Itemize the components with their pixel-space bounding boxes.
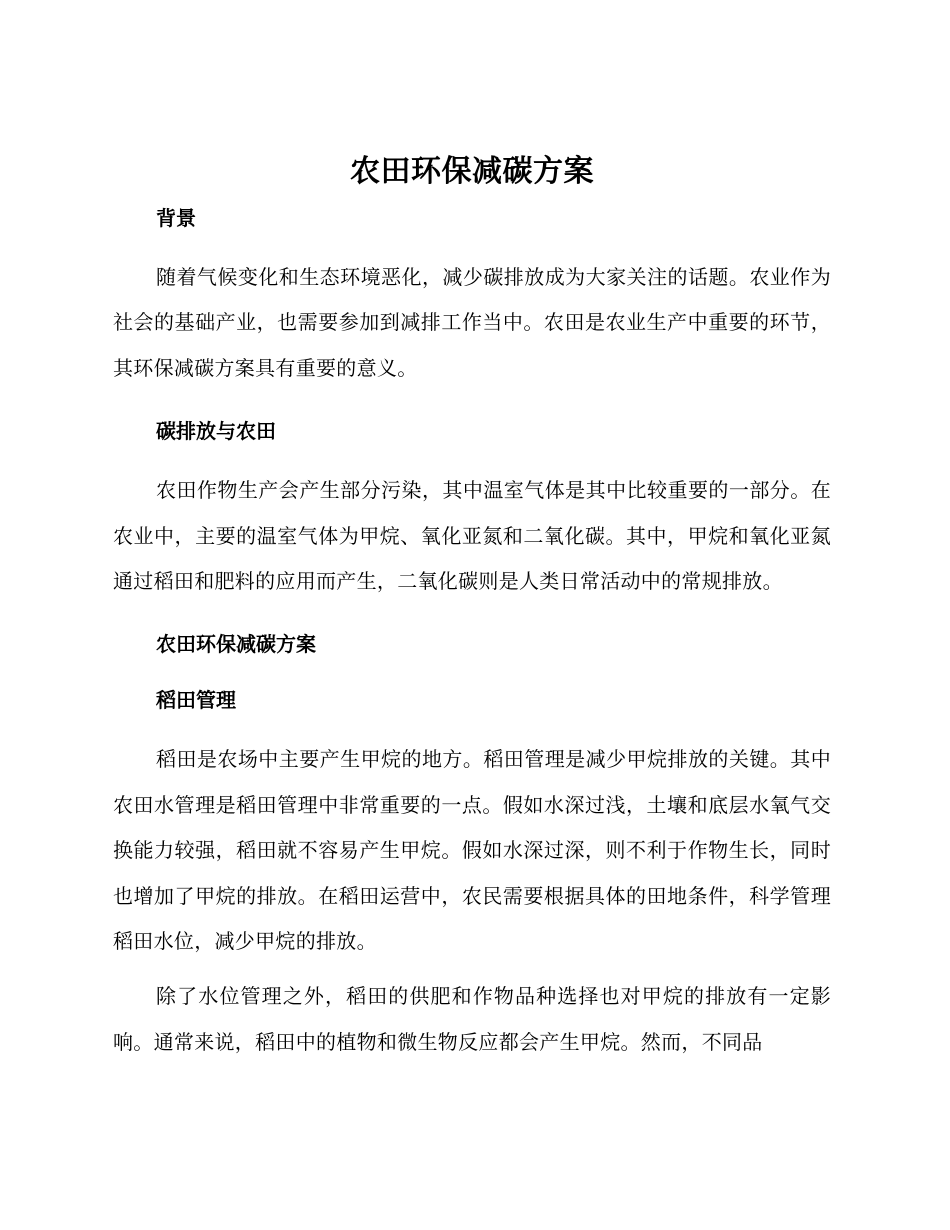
paragraph-paddy-management-1: 稻田是农场中主要产生甲烷的地方。稻田管理是减少甲烷排放的关键。其中农田水管理是稻田管理中非常重要的一点。假如水深过浅，土壤和底层水氧气交换能力较强，稻田就不容易产生甲烷。假如水深过深，则不利于作物生长，同时也增加了甲烷的排放。在稻田运营中，农民需要根据具体的田地条件，科学管理稻田水位，减少甲烷的排放。 (113, 747, 831, 954)
document-title: 农田环保减碳方案 (350, 154, 594, 189)
section-heading-carbon-emissions: 碳排放与农田 (156, 419, 276, 444)
paragraph-carbon-emissions: 农田作物生产会产生部分污染，其中温室气体是其中比较重要的一部分。在农业中，主要的温室气体为甲烷、氧化亚氮和二氧化碳。其中，甲烷和氧化亚氮通过稻田和肥料的应用而产生，二氧化碳则是人类日常活动中的常规排放。 (113, 478, 831, 594)
paragraph-background: 随着气候变化和生态环境恶化，减少碳排放成为大家关注的话题。农业作为社会的基础产业，也需要参加到减排工作当中。农田是农业生产中重要的环节，其环保减碳方案具有重要的意义。 (113, 265, 831, 380)
section-heading-background: 背景 (156, 206, 196, 230)
subsection-heading-paddy-management: 稻田管理 (156, 688, 236, 713)
paragraph-paddy-management-2: 除了水位管理之外，稻田的供肥和作物品种选择也对甲烷的排放有一定影响。通常来说，稻田中的植物和微生物反应都会产生甲烷。然而，不同品 (113, 984, 831, 1054)
document-body (113, 150, 831, 1065)
section-heading-plan: 农田环保减碳方案 (156, 632, 316, 657)
